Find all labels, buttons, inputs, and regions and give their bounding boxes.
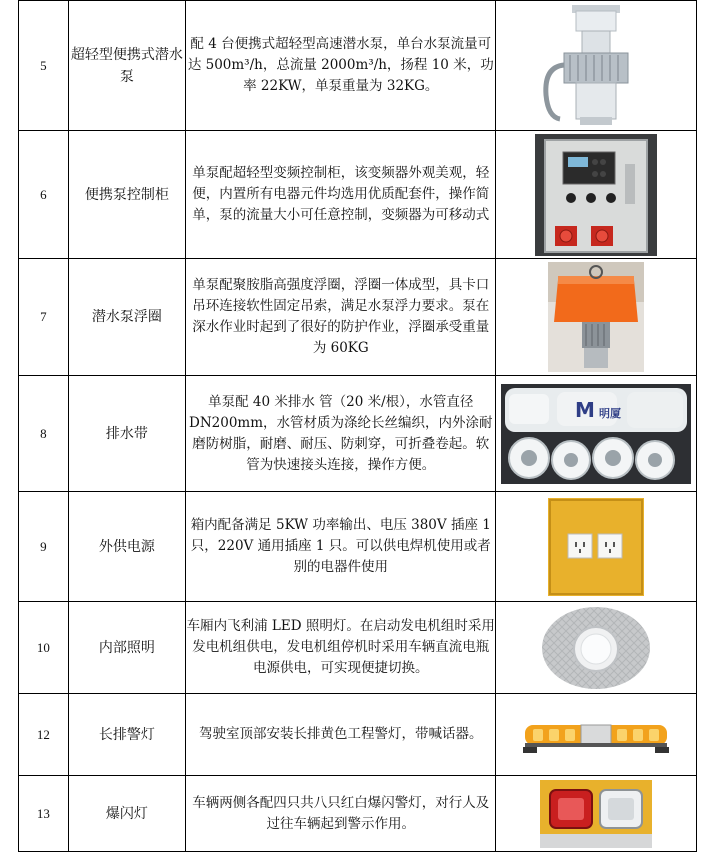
row-number: 9 (19, 492, 69, 602)
item-name: 内部照明 (68, 602, 186, 694)
item-description: 驾驶室顶部安装长排黄色工程警灯，带喊话器。 (186, 694, 496, 776)
item-description: 配 4 台便携式超轻型高速潜水泵，单台水泵流量可达 500m³/h，总流量 2000m³/h，扬程 10 米，功率 22KW，单泵重量为 32KG。 (186, 1, 496, 131)
strobe-light-photo (540, 780, 652, 848)
table-row (19, 776, 697, 852)
item-description: 单泵配聚胺脂高强度浮圈，浮圈一体成型，具卡口吊环连接软性固定吊索，满足水泵浮力要求。泵在深水作业时起到了很好的防护作业，浮圈承受重量为 60KG (186, 259, 496, 376)
row-number: 6 (19, 131, 69, 259)
led-light-photo (542, 607, 650, 689)
table-row (19, 259, 697, 376)
item-image-cell (496, 776, 697, 852)
row-number: 10 (19, 602, 69, 694)
table-row (19, 492, 697, 602)
table-row (19, 694, 697, 776)
submersible-pump-photo (536, 5, 656, 127)
table-row (19, 1, 697, 131)
hose-logo-letter: M (575, 397, 596, 422)
item-image-cell (496, 492, 697, 602)
drain-hose-photo (501, 384, 691, 484)
row-number: 8 (19, 376, 69, 492)
pump-float-photo (548, 262, 644, 372)
item-image-cell (496, 376, 697, 492)
table-row (19, 131, 697, 259)
row-number: 12 (19, 694, 69, 776)
spec-table (18, 0, 697, 852)
item-description: 单泵配 40 米排水 管（20 米/根），水管直径 DN200mm，水管材质为涤纶长丝编织，内外涂耐磨防树脂，耐磨、耐压、防刺穿，可折叠卷起。软管为快速接头连接，操作方便。 (186, 376, 496, 492)
item-name: 爆闪灯 (68, 776, 186, 852)
item-image-cell (496, 1, 697, 131)
item-image-cell (496, 131, 697, 259)
control-cabinet-photo (535, 134, 657, 256)
table-row (19, 602, 697, 694)
light-bar-photo (521, 715, 671, 755)
table-row (19, 376, 697, 492)
power-socket-photo (548, 498, 644, 596)
hose-brand-text: 明厦 (599, 406, 622, 420)
item-name: 外供电源 (68, 492, 186, 602)
item-name: 潜水泵浮圈 (68, 259, 186, 376)
item-name: 长排警灯 (68, 694, 186, 776)
row-number: 7 (19, 259, 69, 376)
item-description: 单泵配超轻型变频控制柜，该变频器外观美观，轻便，内置所有电器元件均选用优质配套件，操作简单，泵的流量大小可任意控制，变频器为可移动式 (186, 131, 496, 259)
item-description: 车辆两侧各配四只共八只红白爆闪警灯，对行人及过往车辆起到警示作用。 (186, 776, 496, 852)
row-number: 13 (19, 776, 69, 852)
row-number: 5 (19, 1, 69, 131)
item-name: 超轻型便携式潜水泵 (68, 1, 186, 131)
item-description: 箱内配备满足 5KW 功率输出、电压 380V 插座 1 只，220V 通用插座 1 只。可以供电焊机使用或者别的电器件使用 (186, 492, 496, 602)
item-image-cell (496, 259, 697, 376)
item-name: 排水带 (68, 376, 186, 492)
item-image-cell (496, 602, 697, 694)
item-image-cell (496, 694, 697, 776)
item-name: 便携泵控制柜 (68, 131, 186, 259)
item-description: 车厢内飞利浦 LED 照明灯。在启动发电机组时采用发电机组供电，发电机组停机时采用车辆直流电瓶电源供电，可实现便捷切换。 (186, 602, 496, 694)
